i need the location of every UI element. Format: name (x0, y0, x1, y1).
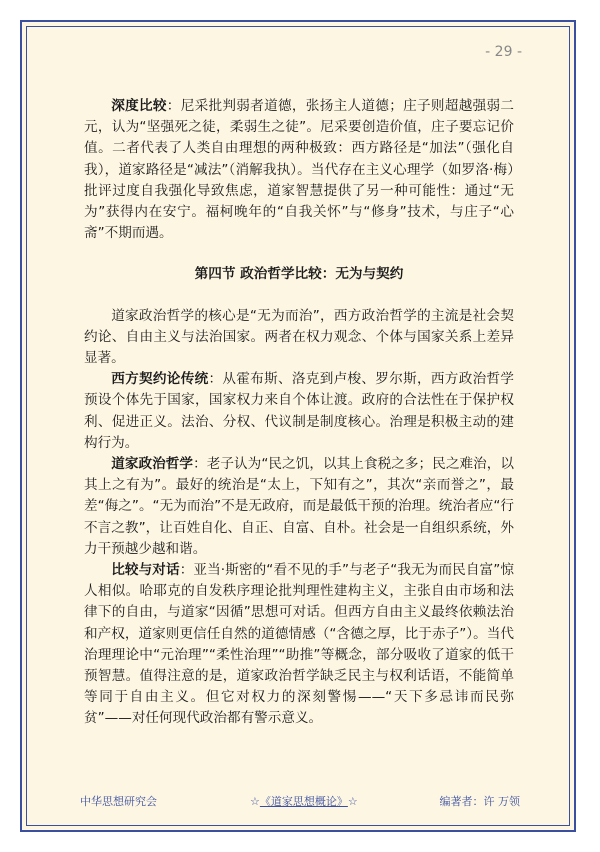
footer-organization: 中华思想研究会 (80, 795, 157, 808)
footer-book-title (250, 793, 358, 809)
paragraph-text: ：尼采批判弱者道德，张扬主人道德；庄子则超越强弱二元，认为“坚强死之徒，柔弱生之徒”。尼采要创造价值，庄子要忘记价值。二者代表了人类自由理想的两种极致：西方路径是“加法”（强化自我），道家路径是“减法”（消解我执）。当代存在主义心理学（如罗洛·梅）批评过度自我强化导致焦虑，道家智慧提供了另一种可能性：通过“无为”获得内在安宁。福柯晚年的“自我关怀”与“修身”技术，与庄子“心斋”不期而遇。 (84, 98, 515, 242)
page-number: - 29 - (485, 44, 522, 60)
star-icon: ☆ (250, 795, 260, 808)
section-title: 第四节 政治哲学比较：无为与契约 (194, 266, 404, 283)
paragraph-lead: 比较与对话 (111, 562, 180, 579)
paragraph-deep-comparison (84, 96, 514, 244)
paragraph-text: 道家政治哲学的核心是“无为而治”，西方政治哲学的主流是社会契约论、自由主义与法治国家。两者在权力观念、个体与国家关系上差异显著。 (84, 307, 514, 367)
paragraph-intro (84, 306, 514, 370)
paragraph-comparison-dialogue (84, 560, 514, 730)
footer-author: 编著者：许 万领 (439, 795, 520, 808)
star-icon: ☆ (347, 795, 358, 808)
paragraph-text: ：亚当·斯密的“看不见的手”与老子“我无为而民自富”惊人相似。哈耶克的自发秩序理论批判理性建构主义，主张自由市场和法律下的自由，与道家“因循”思想可对话。但西方自由主义最终依赖法治和产权，道家则更信任自然的道德情感（“含德之厚，比于赤子”）。当代治理理论中“元治理”“柔性治理”“助推”等概念，部分吸收了道家的低干预智慧。值得注意的是，道家政治哲学缺乏民主与权利话语，不能简单等同于自由主义。但它对权力的深刻警惕——“天下多忌讳而民弥贫”——对任何现代政治都有警示意义。 (84, 562, 514, 727)
footer-title-link[interactable]: 《道家思想概论》 (259, 795, 348, 808)
paragraph-text: ：老子认为“民之饥，以其上食税之多；民之难治，以其上之有为”。最好的统治是“太上，下知有之”，其次“亲而誉之”，最差“侮之”。“无为而治”不是无政府，而是最低干预的治理。统治者应“行不言之教”，让百姓自化、自正、自富、自朴。社会是一自组织系统，外力干预越少越和谐。 (84, 456, 515, 557)
page-content (84, 96, 514, 730)
paragraph-lead: 西方契约论传统 (111, 371, 209, 388)
paragraph-text: ：从霍布斯、洛克到卢梭、罗尔斯，西方政治哲学预设个体先于国家，国家权力来自个体让渡。政府的合法性在于保护权利、促进正义。法治、分权、代议制是制度核心。治理是积极主动的建构行为。 (84, 371, 515, 451)
paragraph-lead: 深度比较 (111, 98, 167, 114)
paragraph-daoist-politics (84, 454, 514, 560)
paragraph-lead: 道家政治哲学 (111, 456, 194, 473)
paragraph-western-contract (84, 369, 514, 454)
